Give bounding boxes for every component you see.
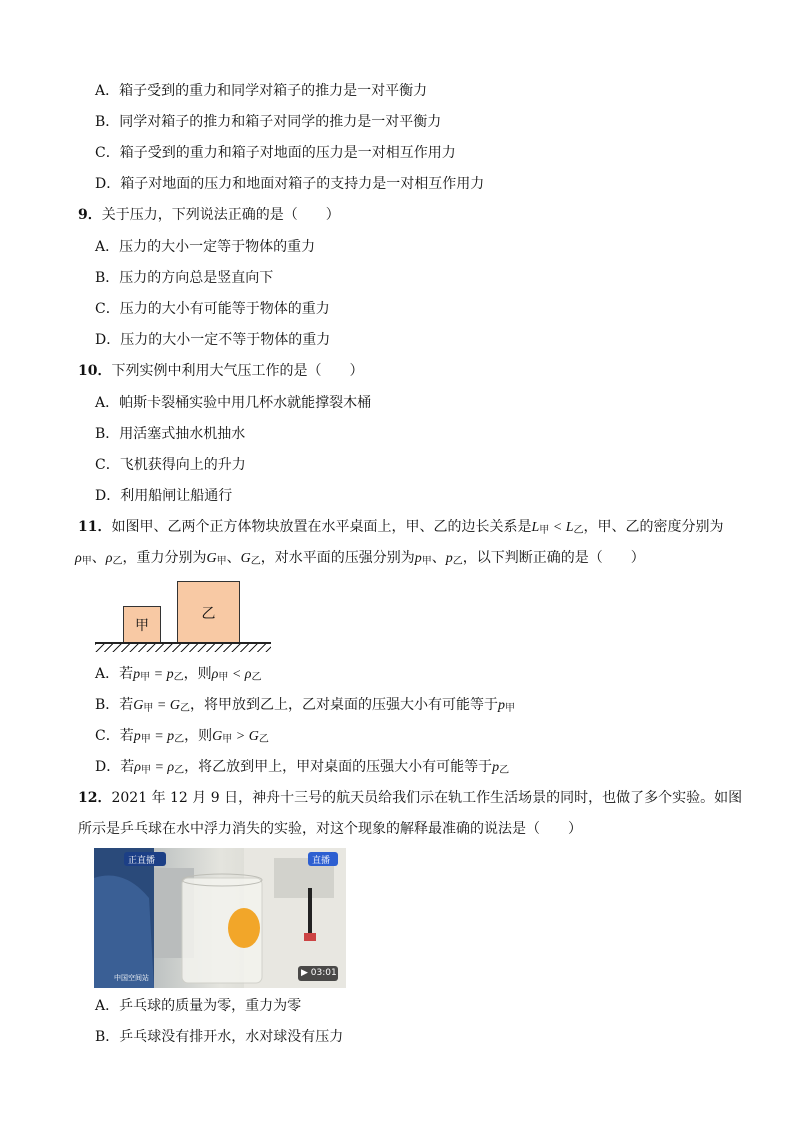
photo-illustration — [94, 848, 346, 988]
q11-c-text1: C．若 — [95, 728, 134, 744]
q11-text-e: ，以下判断正确的是（ ） — [462, 550, 645, 566]
q11-option-a: A．若$p_甲 = p_乙$，则$\rho_甲 < \rho_乙$ — [95, 666, 262, 683]
q11-text-b: ，甲、乙的密度分别为 — [583, 519, 724, 535]
q12-option-a: A．乒乓球的质量为零，重力为零 — [95, 998, 302, 1014]
q11-b-text1: B．若 — [95, 697, 134, 713]
q8-option-c: C．箱子受到的重力和箱子对地面的压力是一对相互作用力 — [95, 145, 456, 161]
block-yi-label: 乙 — [201, 605, 216, 622]
block-jia-label: 甲 — [135, 618, 149, 634]
q11-formula-pressure: $p_甲$ — [414, 551, 432, 567]
q11-formula-gravity: $G_甲$ — [206, 551, 227, 567]
q11-number: 11． — [78, 519, 112, 535]
q11-text-c: ，重力分别为 — [122, 550, 207, 566]
q10-option-b: B．用活塞式抽水机抽水 — [95, 426, 246, 442]
photo-caption: 中国空间站 — [114, 974, 149, 982]
q11-option-c: C．若$p_甲 = p_乙$，则$G_甲 > G_乙$ — [95, 728, 269, 745]
block-yi — [177, 581, 240, 644]
q11-stem-line1 — [78, 517, 724, 541]
table-hatching — [95, 644, 271, 652]
q9-option-a: A．压力的大小一定等于物体的重力 — [95, 239, 316, 255]
photo-live-label: 直播 — [312, 856, 331, 866]
q11-text-a: 如图甲、乙两个正方体物块放置在水平桌面上，甲、乙的边长关系是 — [111, 519, 532, 535]
q8-option-a: A．箱子受到的重力和同学对箱子的推力是一对平衡力 — [95, 83, 428, 99]
q11-figure — [95, 576, 275, 656]
q11-a-text2: ，则 — [183, 666, 212, 682]
q12-stem-line2: 所示是乒乓球在水中浮力消失的实验，对这个现象的解释最准确的说法是（ ） — [78, 821, 582, 837]
q8-option-d: D．箱子对地面的压力和地面对箱子的支持力是一对相互作用力 — [95, 176, 485, 192]
q11-option-d: D．若$\rho_甲 = \rho_乙$，将乙放到甲上，甲对桌面的压强大小有可能等于$p_乙$ — [95, 759, 510, 776]
q10-option-a: A．帕斯卡裂桶实验中用几杯水就能撑裂木桶 — [95, 395, 372, 411]
q11-a-text1: A．若 — [95, 666, 134, 682]
block-jia — [123, 606, 161, 644]
q12-option-b: B．乒乓球没有排开水，水对球没有压力 — [95, 1029, 344, 1045]
q9-option-c: C．压力的大小有可能等于物体的重力 — [95, 301, 330, 317]
q10-number: 10． — [78, 363, 112, 379]
q11-stem-line2: $\rho_甲$、$\rho_乙$，重力分别为$G_甲$、$G_乙$，对水平面的压强分别为$p_甲$、$p_乙$，以下判断正确的是（ ） — [75, 550, 645, 567]
q12-text-a: 2021 年 12 月 9 日，神舟十三号的航天员给我们示在轨工作生活场景的同时，也做了多个实验。如图 — [111, 790, 743, 806]
photo-time: ▶ 03:01 — [301, 968, 337, 978]
q10-option-d: D．利用船闸让船通行 — [95, 488, 233, 504]
q11-option-b: B．若$G_甲 = G_乙$，将甲放到乙上，乙对桌面的压强大小有可能等于$p_甲$ — [95, 697, 515, 714]
q10-text: 下列实例中利用大气压工作的是（ ） — [111, 363, 364, 379]
photo-live-badge: 正直播 — [128, 856, 156, 866]
q9-option-b: B．压力的方向总是竖直向下 — [95, 270, 274, 286]
space-station-photo — [94, 848, 346, 988]
q11-d-text1: D．若 — [95, 759, 135, 775]
q10-option-c: C．飞机获得向上的升力 — [95, 457, 246, 473]
q9-stem — [78, 205, 340, 225]
q10-stem — [78, 361, 363, 381]
q9-text: 关于压力，下列说法正确的是（ ） — [101, 207, 340, 223]
q12-number: 12． — [78, 790, 112, 806]
q11-c-text2: ，则 — [184, 728, 213, 744]
q11-text-d: ，对水平面的压强分别为 — [260, 550, 415, 566]
q11-formula-density: $\rho_甲$ — [75, 551, 92, 567]
q9-number: 9． — [78, 207, 102, 223]
q12-stem-line1 — [78, 788, 742, 808]
q9-option-d: D．压力的大小一定不等于物体的重力 — [95, 332, 331, 348]
q11-b-text2: ，将甲放到乙上，乙对桌面的压强大小有可能等于 — [189, 697, 498, 713]
q8-option-b: B．同学对箱子的推力和箱子对同学的推力是一对平衡力 — [95, 114, 442, 130]
q11-d-text2: ，将乙放到甲上，甲对桌面的压强大小有可能等于 — [184, 759, 493, 775]
q11-formula-length: $L_甲 < L_乙$ — [531, 520, 584, 536]
